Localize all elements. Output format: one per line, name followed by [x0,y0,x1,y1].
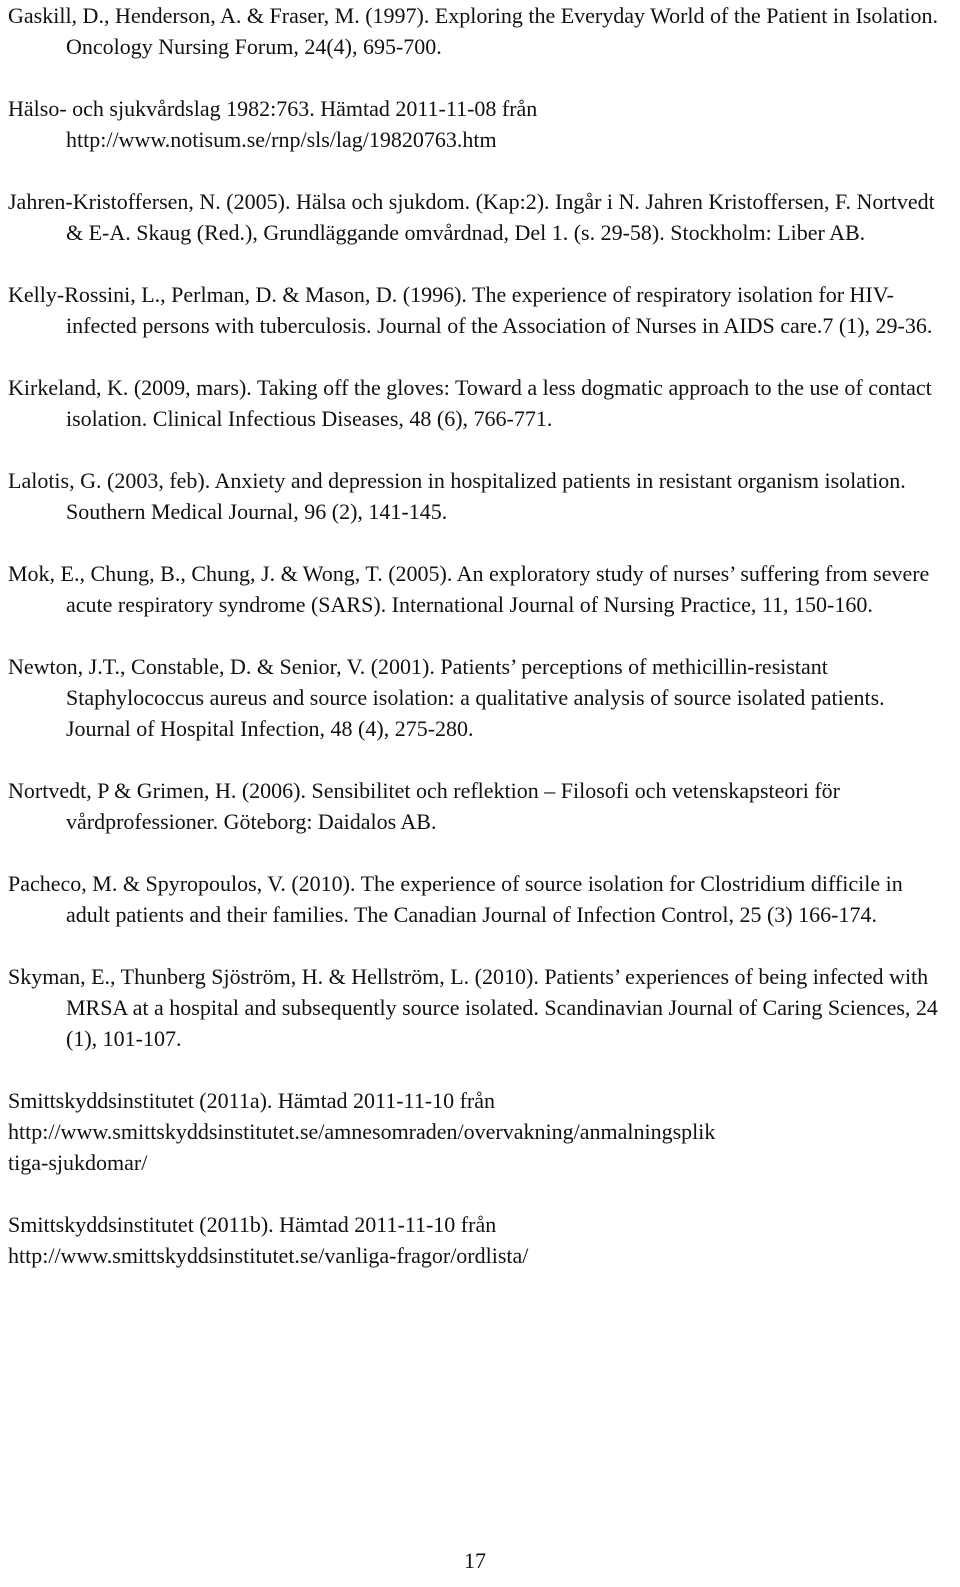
reference-entry-kelly-rossini: Kelly-Rossini, L., Perlman, D. & Mason, D. (1996). The experience of respiratory isolation for HIV-infected persons with tuberculosis. Journal of the Association of Nurses in AIDS care.7 (1), 29-36. [8,282,933,338]
reference-entry-jahren-kristoffersen: Jahren-Kristoffersen, N. (2005). Hälsa och sjukdom. (Kap:2). Ingår i N. Jahren Kristoffersen, F. Nortvedt & E-A. Skaug (Red.), Grundläggande omvårdnad, Del 1. (s. 29-58). Stockholm: Liber AB. [8,189,935,245]
reference-url-line: http://www.smittskyddsinstitutet.se/amnesomraden/overvakning/anmalningsplik [8,1119,716,1144]
reference-text: Smittskyddsinstitutet (2011b). Hämtad 2011-11-10 från [8,1212,497,1237]
reference-entry-kirkeland: Kirkeland, K. (2009, mars). Taking off the gloves: Toward a less dogmatic approach to the use of contact isolation. Clinical Infectious Diseases, 48 (6), 766-771. [8,375,932,431]
reference-entry-lalotis: Lalotis, G. (2003, feb). Anxiety and depression in hospitalized patients in resistant organism isolation. Southern Medical Journal, 96 (2), 141-145. [8,468,906,524]
reference-entry-halso-och-sjukvardslag: Hälso- och sjukvårdslag 1982:763. Hämtad 2011-11-08 från http://www.notisum.se/rnp/sls/lag/19820763.htm [8,96,538,152]
reference-entry-nortvedt: Nortvedt, P & Grimen, H. (2006). Sensibilitet och reflektion – Filosofi och vetenskapsteori för vårdprofessioner. Göteborg: Daidalos AB. [8,778,840,834]
reference-entry-mok: Mok, E., Chung, B., Chung, J. & Wong, T. (2005). An exploratory study of nurses’ suffering from severe acute respiratory syndrome (SARS). International Journal of Nursing Practice, 11, 150-160. [8,561,930,617]
reference-entry-pacheco: Pacheco, M. & Spyropoulos, V. (2010). The experience of source isolation for Clostridium difficile in adult patients and their families. The Canadian Journal of Infection Control, 25 (3) 166-174. [8,871,903,927]
reference-list [8,0,952,1302]
reference-entry-skyman: Skyman, E., Thunberg Sjöström, H. & Hellström, L. (2010). Patients’ experiences of being infected with MRSA at a hospital and subsequently source isolated. Scandinavian Journal of Caring Sciences, 24 (1), 101-107. [8,964,938,1051]
reference-url-line: tiga-sjukdomar/ [8,1150,148,1175]
reference-text: Smittskyddsinstitutet (2011a). Hämtad 2011-11-10 från [8,1088,495,1113]
reference-url-line: http://www.smittskyddsinstitutet.se/vanliga-fragor/ordlista/ [8,1243,529,1268]
reference-entry-newton: Newton, J.T., Constable, D. & Senior, V. (2001). Patients’ perceptions of methicillin-resistant Staphylococcus aureus and source isolation: a qualitative analysis of source isolated patients. Journal of Hospital Infection, 48 (4), 275-280. [8,654,885,741]
page-number: 17 [464,1548,486,1573]
reference-entry-smittskyddsinstitutet-2011a [8,1085,952,1178]
reference-entry-smittskyddsinstitutet-2011b [8,1209,952,1271]
reference-entry-gaskill: Gaskill, D., Henderson, A. & Fraser, M. (1997). Exploring the Everyday World of the Patient in Isolation. Oncology Nursing Forum, 24(4), 695-700. [8,3,938,59]
